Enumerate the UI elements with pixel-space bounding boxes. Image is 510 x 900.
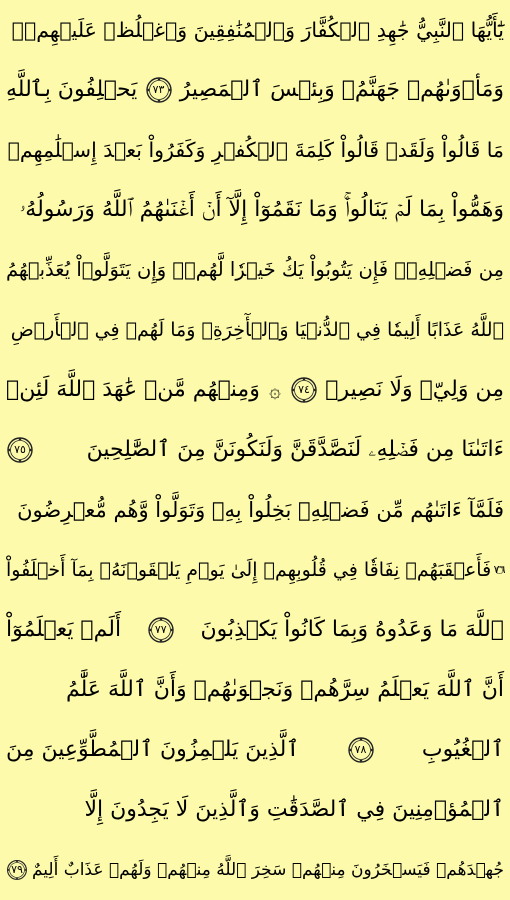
verse-line: [6, 60, 504, 120]
verse-line: [6, 420, 504, 480]
verse-line: [6, 300, 504, 360]
verse-line: [6, 840, 504, 900]
verse-line: [6, 600, 504, 660]
ayah-end-marker: [6, 856, 28, 884]
verse-line: [6, 660, 504, 720]
ayah-number: ٧٧: [154, 623, 167, 636]
verse-line: [6, 360, 504, 420]
ayah-end-marker: [347, 736, 375, 764]
rub-el-hizb-icon: ۞: [269, 378, 281, 402]
verse-text: يَٰٓأَيُّهَا ٱلنَّبِيُّ جَٰهِدِ ٱلۡكُفَّارَ وَٱلۡمُنَٰفِقِينَ وَٱغۡلُظۡ عَلَيۡهِمۡۚ: [11, 18, 504, 42]
verse-line: [6, 180, 504, 240]
verse-text: فَأَعۡقَبَهُمۡ نِفَاقٗا فِي قُلُوبِهِمۡ إِلَىٰ يَوۡمِ يَلۡقَوۡنَهُۥ بِمَآ أَخۡلَفُواْ: [6, 559, 492, 581]
ayah-number: ٧٩: [11, 863, 23, 876]
verse-text: وَهَمُّواْ بِمَا لَمۡ يَنَالُواْۚ وَمَا نَقَمُوٓاْ إِلَّآ أَنۡ أَغۡنَىٰهُمُ ٱللَّهُ وَرَسُولُهُۥ: [19, 197, 504, 222]
verse-text: ٱلۡغُيُوبِ: [421, 737, 504, 762]
ayah-number: ٧٨: [354, 743, 367, 756]
verse-text: مِن وَلِيّٖ وَلَا نَصِيرٖ: [325, 377, 504, 402]
verse-text: ٱللَّهَ مَا وَعَدُوهُ وَبِمَا كَانُواْ يَكۡذِبُونَ: [200, 617, 504, 642]
ayah-end-marker: [145, 76, 173, 104]
verse-line: [6, 240, 504, 300]
verse-text: يَحۡلِفُونَ بِٱللَّهِ: [6, 77, 138, 102]
verse-line: [6, 540, 504, 600]
verse-text: جُهۡدَهُمۡ فَيَسۡخَرُونَ مِنۡهُمۡ سَخِرَ ٱللَّهُ مِنۡهُمۡ وَلَهُمۡ عَذَابٌ أَلِيمٌ: [31, 860, 504, 880]
ayah-number: ٧٦: [493, 563, 506, 576]
verse-text: وَمِنۡهُم مَّنۡ عَٰهَدَ ٱللَّهَ لَئِنۡ: [6, 377, 260, 402]
verse-line: [6, 480, 504, 540]
ayah-number: ٧٥: [14, 443, 26, 456]
verse-text: مَا قَالُواْ وَلَقَدۡ قَالُواْ كَلِمَةَ ٱلۡكُفۡرِ وَكَفَرُواْ بَعۡدَ إِسۡلَٰمِهِمۡ: [7, 138, 504, 162]
verse-text: أَنَّ ٱللَّهَ يَعۡلَمُ سِرَّهُمۡ وَنَجۡوَىٰهُمۡ وَأَنَّ ٱللَّهَ عَلَّٰمُ: [65, 677, 504, 702]
verse-text: فَلَمَّآ ءَاتَىٰهُم مِّن فَضۡلِهِۦ بَخِلُواْ بِهِۦ وَتَوَلَّواْ وَّهُم مُّعۡرِضُونَ: [17, 498, 504, 522]
verse-text: ٱللَّهُ عَذَابًا أَلِيمٗا فِي ٱلدُّنۡيَا وَٱلۡأٓخِرَةِۚ وَمَا لَهُمۡ فِي ٱلۡأَرۡضِ: [10, 319, 504, 341]
ayah-number: ٧٤: [298, 383, 310, 396]
verse-line: [6, 780, 504, 840]
verse-line: [6, 0, 504, 60]
verse-line: [6, 120, 504, 180]
ayah-end-marker: [495, 556, 504, 584]
ayah-end-marker: [147, 616, 175, 644]
verse-text: مِن فَضۡلِهِۦۚ فَإِن يَتُوبُواْ يَكُ خَيۡرٗا لَّهُمۡۖ وَإِن يَتَوَلَّوۡاْ يُعَذِّبۡهُمُ: [5, 258, 504, 281]
verse-text: ءَاتَىٰنَا مِن فَضۡلِهِۦ لَنَصَّدَّقَنَّ وَلَنَكُونَنَّ مِنَ ٱلصَّٰلِحِينَ: [86, 437, 504, 462]
verse-text: ٱلۡمُؤۡمِنِينَ فِي ٱلصَّدَقَٰتِ وَٱلَّذِينَ لَا يَجِدُونَ إِلَّا: [84, 797, 504, 822]
verse-text: وَمَأۡوَىٰهُمۡ جَهَنَّمُۖ وَبِئۡسَ ٱلۡمَصِيرُ: [179, 77, 504, 102]
verse-line: [6, 720, 504, 780]
ayah-end-marker: [6, 436, 34, 464]
ayah-number: ٧٣: [152, 83, 165, 96]
verse-text: أَلَمۡ يَعۡلَمُوٓاْ: [6, 617, 122, 642]
verse-text: ٱلَّذِينَ يَلۡمِزُونَ ٱلۡمُطَّوِّعِينَ مِنَ: [6, 737, 300, 762]
ayah-end-marker: [290, 376, 318, 404]
